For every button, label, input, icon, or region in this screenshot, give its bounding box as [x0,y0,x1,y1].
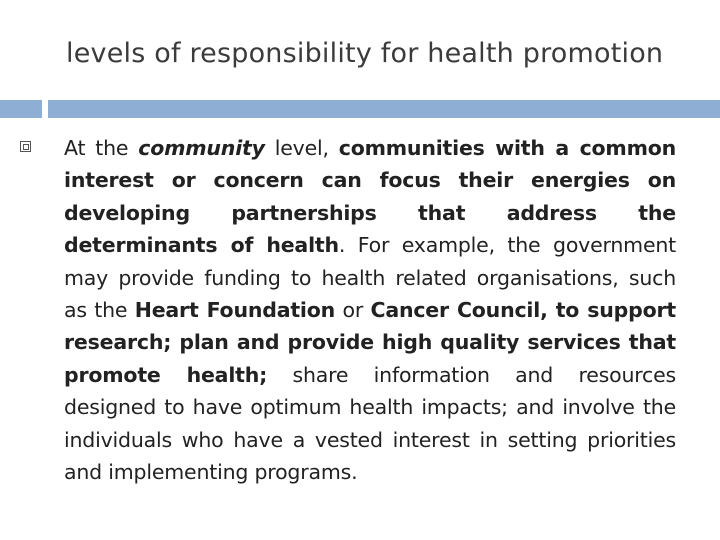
emphasis-heart-foundation: Heart Foundation [134,298,336,323]
header-rule-right [48,100,720,118]
text-segment: level, [264,136,339,160]
header-rule-left [0,100,42,118]
text-segment: share information and resources designed to have optimum health impacts; and involve the individuals who have a vested interest in setting priorities and implementing programs. [64,362,676,485]
emphasis-community: community [138,136,265,160]
text-segment: . For example, the government may provide funding to health related organisations, such as the [64,233,676,323]
text-segment: At the [64,136,139,160]
text-segment: or [335,298,371,323]
emphasis-partnerships: communities with a common interest or concern can focus their energies on developing partnerships that address the determinants of health [64,136,677,258]
slide-title: levels of responsibility for health promotion [66,38,664,69]
bullet-paragraph [64,132,676,488]
square-bullet-icon [20,141,31,152]
emphasis-cancer-council: Cancer Council, to support research; plan and provide high quality services that promote health; [64,298,676,387]
